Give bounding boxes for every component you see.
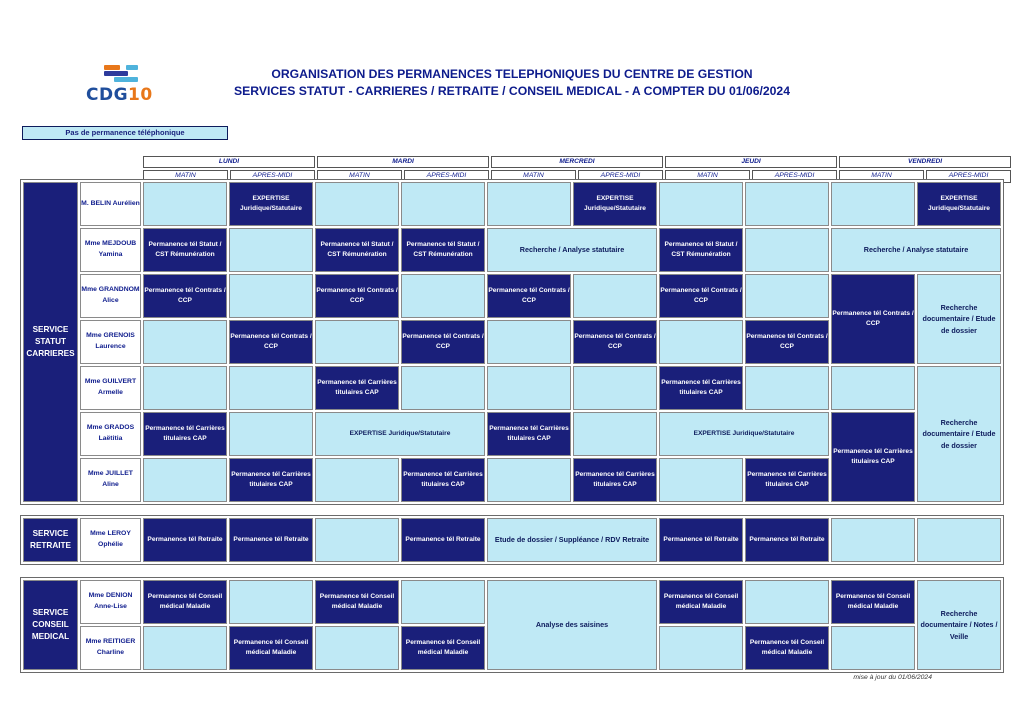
slot-carrieres: Permanence tél Carrières titulaires CAP bbox=[573, 458, 657, 502]
slot-empty bbox=[573, 366, 657, 410]
slot-recherche-etude: Recherche documentaire / Etude de dossier bbox=[917, 274, 1001, 364]
person-grandnom: Mme GRANDNOM Alice bbox=[80, 274, 141, 318]
slot-conseil: Permanence tél Conseil médical Maladie bbox=[315, 580, 399, 624]
slot-empty bbox=[745, 228, 829, 272]
slot-expertise: EXPERTISE Juridique/Statutaire bbox=[315, 412, 485, 456]
slot-empty bbox=[229, 274, 313, 318]
page-subtitle: SERVICES STATUT - CARRIERES / RETRAITE / CONSEIL MEDICAL - A COMPTER DU 01/06/2024 bbox=[234, 84, 790, 98]
person-leroy: Mme LEROY Ophélie bbox=[80, 518, 141, 562]
slot-analyse-saisines: Analyse des saisines bbox=[487, 580, 657, 670]
slot-contrats: Permanence tél Contrats / CCP bbox=[401, 320, 485, 364]
slot-empty bbox=[229, 412, 313, 456]
slot-contrats: Permanence tél Contrats / CCP bbox=[143, 274, 227, 318]
slot-empty bbox=[917, 518, 1001, 562]
person-juillet: Mme JUILLET Aline bbox=[80, 458, 141, 502]
service-conseil-label: SERVICE CONSEIL MEDICAL bbox=[23, 580, 78, 670]
slot-conseil: Permanence tél Conseil médical Maladie bbox=[143, 580, 227, 624]
service-statut-label: SERVICE STATUT CARRIERES bbox=[23, 182, 78, 502]
person-grenois: Mme GRENOIS Laurence bbox=[80, 320, 141, 364]
person-guilvert: Mme GUILVERT Armelle bbox=[80, 366, 141, 410]
slot-retraite: Permanence tél Retraite bbox=[143, 518, 227, 562]
slot-contrats: Permanence tél Contrats / CCP bbox=[831, 274, 915, 364]
slot-recherche-notes: Recherche documentaire / Notes / Veille bbox=[917, 580, 1001, 670]
slot-empty bbox=[831, 366, 915, 410]
slot-empty bbox=[573, 274, 657, 318]
day-jeudi: JEUDI bbox=[665, 156, 837, 168]
slot-recherche-analyse: Recherche / Analyse statutaire bbox=[487, 228, 657, 272]
slot-recherche-etude: Recherche documentaire / Etude de dossier bbox=[917, 366, 1001, 502]
slot-empty bbox=[487, 366, 571, 410]
slot-carrieres: Permanence tél Carrières titulaires CAP bbox=[487, 412, 571, 456]
slot-statut-cst: Permanence tél Statut / CST Rémunération bbox=[659, 228, 743, 272]
slot-empty bbox=[659, 626, 743, 670]
slot-empty bbox=[745, 274, 829, 318]
slot-retraite: Permanence tél Retraite bbox=[659, 518, 743, 562]
slot-empty bbox=[229, 228, 313, 272]
legend-no-permanence: Pas de permanence téléphonique bbox=[22, 126, 228, 140]
slot-empty bbox=[745, 580, 829, 624]
slot-empty bbox=[315, 626, 399, 670]
slot-conseil: Permanence tél Conseil médical Maladie bbox=[401, 626, 485, 670]
slot-statut-cst: Permanence tél Statut / CST Rémunération bbox=[401, 228, 485, 272]
slot-empty bbox=[401, 366, 485, 410]
slot-empty bbox=[143, 366, 227, 410]
day-mardi: MARDI bbox=[317, 156, 489, 168]
slot-empty bbox=[143, 182, 227, 226]
slot-retraite: Permanence tél Retraite bbox=[229, 518, 313, 562]
slot-apres-midi: APRES-MIDI bbox=[752, 170, 837, 183]
slot-empty bbox=[745, 182, 829, 226]
slot-statut-cst: Permanence tél Statut / CST Rémunération bbox=[143, 228, 227, 272]
slot-empty bbox=[831, 182, 915, 226]
slot-empty bbox=[573, 412, 657, 456]
statut-carrieres-table bbox=[20, 179, 1004, 505]
slot-contrats: Permanence tél Contrats / CCP bbox=[229, 320, 313, 364]
slot-etude-suppleance: Etude de dossier / Suppléance / RDV Retraite bbox=[487, 518, 657, 562]
slot-empty bbox=[315, 458, 399, 502]
slot-carrieres: Permanence tél Carrières titulaires CAP bbox=[401, 458, 485, 502]
slot-empty bbox=[143, 320, 227, 364]
slot-matin: MATIN bbox=[491, 170, 576, 183]
slot-empty bbox=[831, 518, 915, 562]
logo-text: CDG10 bbox=[86, 85, 153, 105]
slot-empty bbox=[315, 320, 399, 364]
person-belin: M. BELIN Aurélien bbox=[80, 182, 141, 226]
slot-expertise: EXPERTISE Juridique/Statutaire bbox=[659, 412, 829, 456]
slot-apres-midi: APRES-MIDI bbox=[230, 170, 315, 183]
slot-empty bbox=[659, 320, 743, 364]
slot-expertise: EXPERTISE Juridique/Statutaire bbox=[573, 182, 657, 226]
slot-carrieres: Permanence tél Carrières titulaires CAP bbox=[143, 412, 227, 456]
retraite-table bbox=[20, 515, 1004, 565]
slot-empty bbox=[401, 580, 485, 624]
person-denion: Mme DENION Anne-Lise bbox=[80, 580, 141, 624]
slot-empty bbox=[659, 182, 743, 226]
slot-matin: MATIN bbox=[143, 170, 228, 183]
slot-conseil: Permanence tél Conseil médical Maladie bbox=[745, 626, 829, 670]
slot-empty bbox=[659, 458, 743, 502]
slot-retraite: Permanence tél Retraite bbox=[401, 518, 485, 562]
slot-conseil: Permanence tél Conseil médical Maladie bbox=[659, 580, 743, 624]
page-title: ORGANISATION DES PERMANENCES TELEPHONIQUES DU CENTRE DE GESTION bbox=[271, 67, 753, 81]
slot-empty bbox=[487, 320, 571, 364]
slot-statut-cst: Permanence tél Statut / CST Rémunération bbox=[315, 228, 399, 272]
day-vendredi: VENDREDI bbox=[839, 156, 1011, 168]
slot-empty bbox=[229, 366, 313, 410]
person-grados: Mme GRADOS Laëtitia bbox=[80, 412, 141, 456]
day-lundi: LUNDI bbox=[143, 156, 315, 168]
slot-empty bbox=[487, 458, 571, 502]
slot-contrats: Permanence tél Contrats / CCP bbox=[659, 274, 743, 318]
person-reitiger: Mme REITIGER Charline bbox=[80, 626, 141, 670]
slot-contrats: Permanence tél Contrats / CCP bbox=[573, 320, 657, 364]
slot-apres-midi: APRES-MIDI bbox=[926, 170, 1011, 183]
slot-empty bbox=[229, 580, 313, 624]
slot-matin: MATIN bbox=[839, 170, 924, 183]
slot-empty bbox=[315, 182, 399, 226]
slot-carrieres: Permanence tél Carrières titulaires CAP bbox=[229, 458, 313, 502]
conseil-medical-table bbox=[20, 577, 1004, 673]
slot-empty bbox=[487, 182, 571, 226]
slot-contrats: Permanence tél Contrats / CCP bbox=[487, 274, 571, 318]
slot-apres-midi: APRES-MIDI bbox=[404, 170, 489, 183]
service-retraite-label: SERVICE RETRAITE bbox=[23, 518, 78, 562]
slot-conseil: Permanence tél Conseil médical Maladie bbox=[229, 626, 313, 670]
slot-empty bbox=[831, 626, 915, 670]
slot-empty bbox=[315, 518, 399, 562]
slot-carrieres: Permanence tél Carrières titulaires CAP bbox=[745, 458, 829, 502]
update-note: mise à jour du 01/06/2024 bbox=[853, 674, 932, 681]
slot-apres-midi: APRES-MIDI bbox=[578, 170, 663, 183]
slot-empty bbox=[401, 274, 485, 318]
slot-recherche-analyse: Recherche / Analyse statutaire bbox=[831, 228, 1001, 272]
slot-conseil: Permanence tél Conseil médical Maladie bbox=[831, 580, 915, 624]
slot-contrats: Permanence tél Contrats / CCP bbox=[745, 320, 829, 364]
slot-carrieres: Permanence tél Carrières titulaires CAP bbox=[831, 412, 915, 502]
slot-empty bbox=[745, 366, 829, 410]
slot-empty bbox=[143, 458, 227, 502]
slot-matin: MATIN bbox=[317, 170, 402, 183]
slot-contrats: Permanence tél Contrats / CCP bbox=[315, 274, 399, 318]
day-mercredi: MERCREDI bbox=[491, 156, 663, 168]
slot-empty bbox=[143, 626, 227, 670]
person-mejdoub: Mme MEJDOUB Yamina bbox=[80, 228, 141, 272]
slot-expertise: EXPERTISE Juridique/Statutaire bbox=[229, 182, 313, 226]
slot-carrieres: Permanence tél Carrières titulaires CAP bbox=[659, 366, 743, 410]
slot-matin: MATIN bbox=[665, 170, 750, 183]
slot-empty bbox=[401, 182, 485, 226]
slot-carrieres: Permanence tél Carrières titulaires CAP bbox=[315, 366, 399, 410]
slot-retraite: Permanence tél Retraite bbox=[745, 518, 829, 562]
slot-expertise: EXPERTISE Juridique/Statutaire bbox=[917, 182, 1001, 226]
